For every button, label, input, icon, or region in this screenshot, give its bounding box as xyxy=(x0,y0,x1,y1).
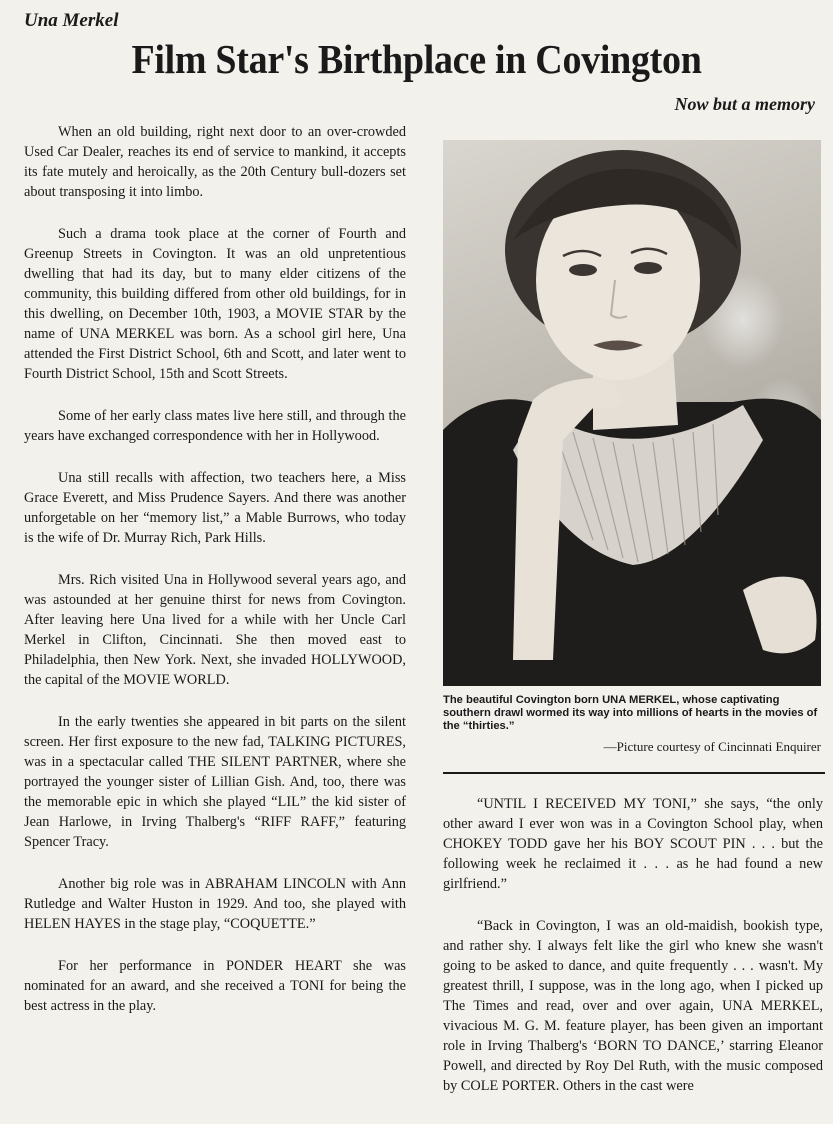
photo-caption: The beautiful Covington born UNA MERKEL, whose captivating southern drawl wormed its way into millions of hearts in the movies of the “thirties.” xyxy=(443,694,818,732)
divider xyxy=(443,772,825,774)
paragraph: “UNTIL I RECEIVED MY TONI,” she says, “the only other award I ever won was in a Covington School play, when CHOKEY TODD gave her his BOY SCOUT PIN . . . but the following week he reclaimed it . . . as he had found a new girlfriend.” xyxy=(443,796,823,892)
photo-credit: —Picture courtesy of Cincinnati Enquirer xyxy=(603,739,821,754)
paragraph: Mrs. Rich visited Una in Hollywood several years ago, and was astounded at her genuine thirst for news from Covington. After leaving here Una lived for a while with her Uncle Carl Merkel in Clifton, Cincinnati. She then moved east to Philadelphia, then New York. Next, she invaded HOLLYWOOD, the capital of the MOVIE WORLD. xyxy=(24,572,406,688)
paragraph: Another big role was in ABRAHAM LINCOLN with Ann Rutledge and Walter Huston in 1929. And too, she played with HELEN HAYES in the stage play, “COQUETTE.” xyxy=(24,876,406,932)
right-column xyxy=(443,794,823,1118)
paragraph: In the early twenties she appeared in bit parts on the silent screen. Her first exposure to the new fad, TALKING PICTURES, was in a spectacular called THE SILENT PARTNER, where she portrayed the younger sister of Lillian Gish. And, too, there was the memorable epic in which she played “LIL” the kid sister of Jean Harlowe, in Irving Thalberg's “RIFF RAFF,” featuring Spencer Tracy. xyxy=(24,714,406,850)
deck: Now but a memory xyxy=(674,94,815,114)
paragraph: Una still recalls with affection, two teachers here, a Miss Grace Everett, and Miss Prudence Sayers. And there was another unforgetable on her “memory list,” a Mable Burrows, who today is the wife of Dr. Murray Rich, Park Hills. xyxy=(24,470,406,546)
paragraph: “Back in Covington, I was an old-maidish, bookish type, and rather shy. I always felt like the girl who knew she wasn't going to be asked to dance, and quite frequently . . . wasn't. My greatest thrill, I suppose, was in the long ago, when I picked up The Times and read, over and over again, UNA MERKEL, vivacious M. G. M. feature player, has been given an important role in Irving Thalberg's ‘BORN TO DANCE,’ starring Eleanor Powell, and directed by Roy Del Ruth, with the music composed by COLE PORTER. Others in the cast were xyxy=(443,918,823,1094)
portrait-illustration xyxy=(443,140,821,686)
kicker: Una Merkel xyxy=(24,10,119,31)
headline: Film Star's Birthplace in Covington xyxy=(131,37,702,83)
left-column xyxy=(24,122,406,1038)
paragraph: Some of her early class mates live here still, and through the years have exchanged correspondence with her in Hollywood. xyxy=(24,408,406,444)
portrait-photo xyxy=(443,140,821,686)
paragraph: Such a drama took place at the corner of Fourth and Greenup Streets in Covington. It was an old unpretentious dwelling that had its day, but to many elder citizens of the community, this building differed from other old buildings, for in this dwelling, on December 10th, 1903, a MOVIE STAR by the name of UNA MERKEL was born. As a school girl here, Una attended the First District School, 6th and Scott, and later went to Fourth District School, 15th and Scott Streets. xyxy=(24,226,406,382)
paragraph: For her performance in PONDER HEART she was nominated for an award, and she received a TONI for being the best actress in the play. xyxy=(24,958,406,1014)
paragraph: When an old building, right next door to an over-crowded Used Car Dealer, reaches its end of service to mankind, it accepts its fate mutely and heroically, as the 20th Century bull-dozers set about transposing it into limbo. xyxy=(24,124,406,200)
